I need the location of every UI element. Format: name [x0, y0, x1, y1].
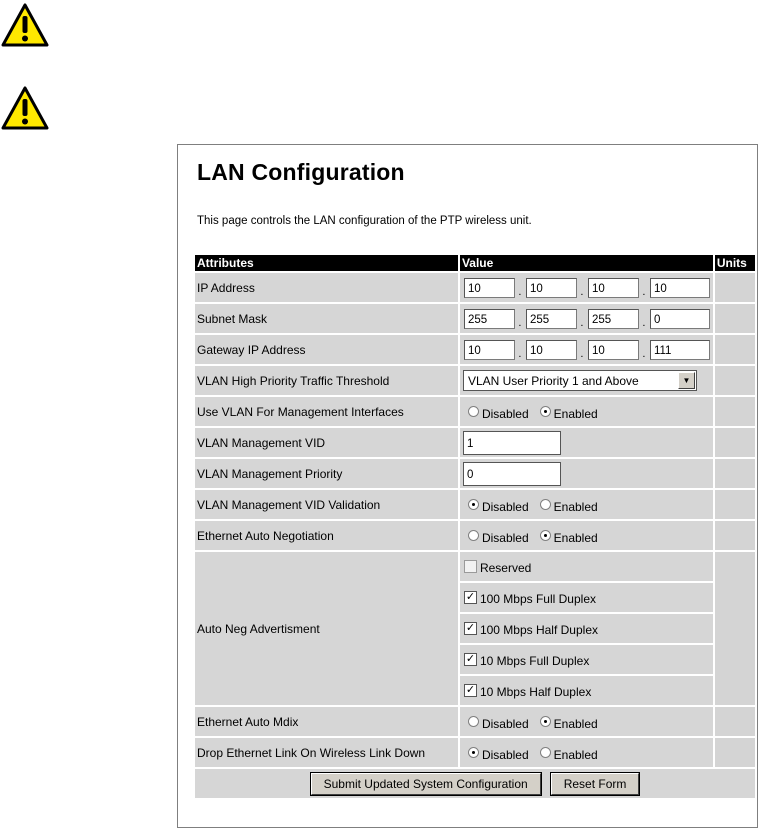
use-vlan-mgmt-label: Use VLAN For Management Interfaces	[195, 397, 458, 426]
page-description: This page controls the LAN configuration of the PTP wireless unit.	[197, 215, 532, 227]
header-value: Value	[460, 255, 713, 271]
eth-auto-neg-units	[715, 521, 755, 550]
vlan-threshold-selected: VLAN User Priority 1 and Above	[467, 373, 639, 388]
subnet-octet-2[interactable]: 255	[526, 309, 577, 329]
use-vlan-mgmt-disabled-radio[interactable]	[468, 406, 479, 417]
warning-icon	[0, 85, 50, 131]
vlan-vid-validation-enabled-radio[interactable]	[540, 499, 551, 510]
page-title: LAN Configuration	[197, 159, 405, 185]
reserved-label: Reserved	[479, 560, 532, 575]
vlan-vid-validation-enabled-label: Enabled	[553, 499, 598, 514]
10-half-duplex-checkbox[interactable]: ✓	[465, 684, 476, 697]
row-vlan-mgmt-vid	[195, 428, 755, 457]
vlan-threshold-select[interactable]	[463, 370, 697, 391]
vlan-mgmt-vid-input[interactable]: 1	[463, 431, 561, 455]
100-half-duplex-checkbox[interactable]: ✓	[465, 622, 476, 635]
header-attributes: Attributes	[195, 255, 458, 271]
header-units: Units	[715, 255, 755, 271]
row-auto-neg-adv	[195, 552, 755, 581]
row-buttons	[195, 769, 755, 798]
vlan-mgmt-priority-input[interactable]: 0	[463, 462, 561, 486]
auto-neg-adv-units	[715, 552, 755, 705]
subnet-mask-units	[715, 304, 755, 333]
button-bar	[195, 769, 755, 798]
100-full-duplex-label: 100 Mbps Full Duplex	[479, 591, 596, 606]
drop-eth-link-disabled-radio[interactable]	[468, 747, 479, 758]
eth-auto-mdix-enabled-radio[interactable]	[540, 716, 551, 727]
use-vlan-mgmt-units	[715, 397, 755, 426]
eth-auto-neg-enabled-label: Enabled	[553, 530, 598, 545]
use-vlan-mgmt-disabled-label: Disabled	[481, 406, 529, 421]
use-vlan-mgmt-enabled-label: Enabled	[553, 406, 598, 421]
lan-config-panel	[177, 144, 758, 828]
gateway-octet-2[interactable]: 10	[526, 340, 577, 360]
vlan-mgmt-vid-units	[715, 428, 755, 457]
row-gateway: Gateway IP Address 10 . 10 . 10 . 111	[195, 335, 755, 364]
100-full-duplex-checkbox[interactable]: ✓	[465, 591, 476, 604]
subnet-mask-label: Subnet Mask	[195, 304, 458, 333]
drop-eth-link-units	[715, 738, 755, 767]
subnet-octet-1[interactable]: 255	[464, 309, 515, 329]
drop-eth-link-label: Drop Ethernet Link On Wireless Link Down	[195, 738, 458, 767]
vlan-vid-validation-disabled-radio[interactable]	[468, 499, 479, 510]
gateway-octet-3[interactable]: 10	[588, 340, 639, 360]
eth-auto-mdix-label: Ethernet Auto Mdix	[195, 707, 458, 736]
eth-auto-mdix-disabled-radio[interactable]	[468, 716, 479, 727]
gateway-octet-4[interactable]: 111	[650, 340, 710, 360]
chevron-down-icon[interactable]: ▼	[678, 372, 695, 389]
ip-octet-4[interactable]: 10	[650, 278, 710, 298]
row-ip-address: IP Address 10 . 10 . 10 . 10	[195, 273, 755, 302]
10-half-duplex-label: 10 Mbps Half Duplex	[479, 684, 592, 699]
vlan-threshold-units	[715, 366, 755, 395]
row-eth-auto-mdix	[195, 707, 755, 736]
subnet-octet-3[interactable]: 255	[588, 309, 639, 329]
10-full-duplex-checkbox[interactable]: ✓	[465, 653, 476, 666]
row-subnet-mask: Subnet Mask 255 . 255 . 255 . 0	[195, 304, 755, 333]
row-vlan-vid-validation	[195, 490, 755, 519]
eth-auto-neg-label: Ethernet Auto Negotiation	[195, 521, 458, 550]
use-vlan-mgmt-enabled-radio[interactable]	[540, 406, 551, 417]
config-table	[193, 253, 757, 800]
ip-address-units	[715, 273, 755, 302]
vlan-mgmt-priority-units	[715, 459, 755, 488]
vlan-threshold-label: VLAN High Priority Traffic Threshold	[195, 366, 458, 395]
vlan-vid-validation-label: VLAN Management VID Validation	[195, 490, 458, 519]
eth-auto-mdix-enabled-label: Enabled	[553, 716, 598, 731]
row-vlan-mgmt-priority	[195, 459, 755, 488]
eth-auto-neg-disabled-radio[interactable]	[468, 530, 479, 541]
vlan-mgmt-priority-label: VLAN Management Priority	[195, 459, 458, 488]
auto-neg-adv-label: Auto Neg Advertisment	[195, 552, 458, 705]
row-use-vlan-mgmt	[195, 397, 755, 426]
row-vlan-threshold	[195, 366, 755, 395]
ip-address-label: IP Address	[195, 273, 458, 302]
vlan-mgmt-vid-label: VLAN Management VID	[195, 428, 458, 457]
row-eth-auto-neg	[195, 521, 755, 550]
eth-auto-mdix-disabled-label: Disabled	[481, 716, 529, 731]
subnet-octet-4[interactable]: 0	[650, 309, 710, 329]
reset-form-button[interactable]: Reset Form	[551, 773, 640, 795]
ip-octet-3[interactable]: 10	[588, 278, 639, 298]
gateway-octet-1[interactable]: 10	[464, 340, 515, 360]
vlan-vid-validation-units	[715, 490, 755, 519]
eth-auto-mdix-units	[715, 707, 755, 736]
vlan-vid-validation-disabled-label: Disabled	[481, 499, 529, 514]
reserved-checkbox	[464, 560, 477, 573]
warning-icon	[0, 2, 50, 48]
row-drop-eth-link	[195, 738, 755, 767]
10-full-duplex-label: 10 Mbps Full Duplex	[479, 653, 590, 668]
submit-config-button[interactable]: Submit Updated System Configuration	[311, 773, 541, 795]
ip-octet-2[interactable]: 10	[526, 278, 577, 298]
table-header-row	[195, 255, 755, 271]
drop-eth-link-disabled-label: Disabled	[481, 747, 529, 762]
gateway-label: Gateway IP Address	[195, 335, 458, 364]
drop-eth-link-enabled-radio[interactable]	[540, 747, 551, 758]
drop-eth-link-enabled-label: Enabled	[553, 747, 598, 762]
100-half-duplex-label: 100 Mbps Half Duplex	[479, 622, 598, 637]
gateway-units	[715, 335, 755, 364]
eth-auto-neg-enabled-radio[interactable]	[540, 530, 551, 541]
ip-octet-1[interactable]: 10	[464, 278, 515, 298]
eth-auto-neg-disabled-label: Disabled	[481, 530, 529, 545]
